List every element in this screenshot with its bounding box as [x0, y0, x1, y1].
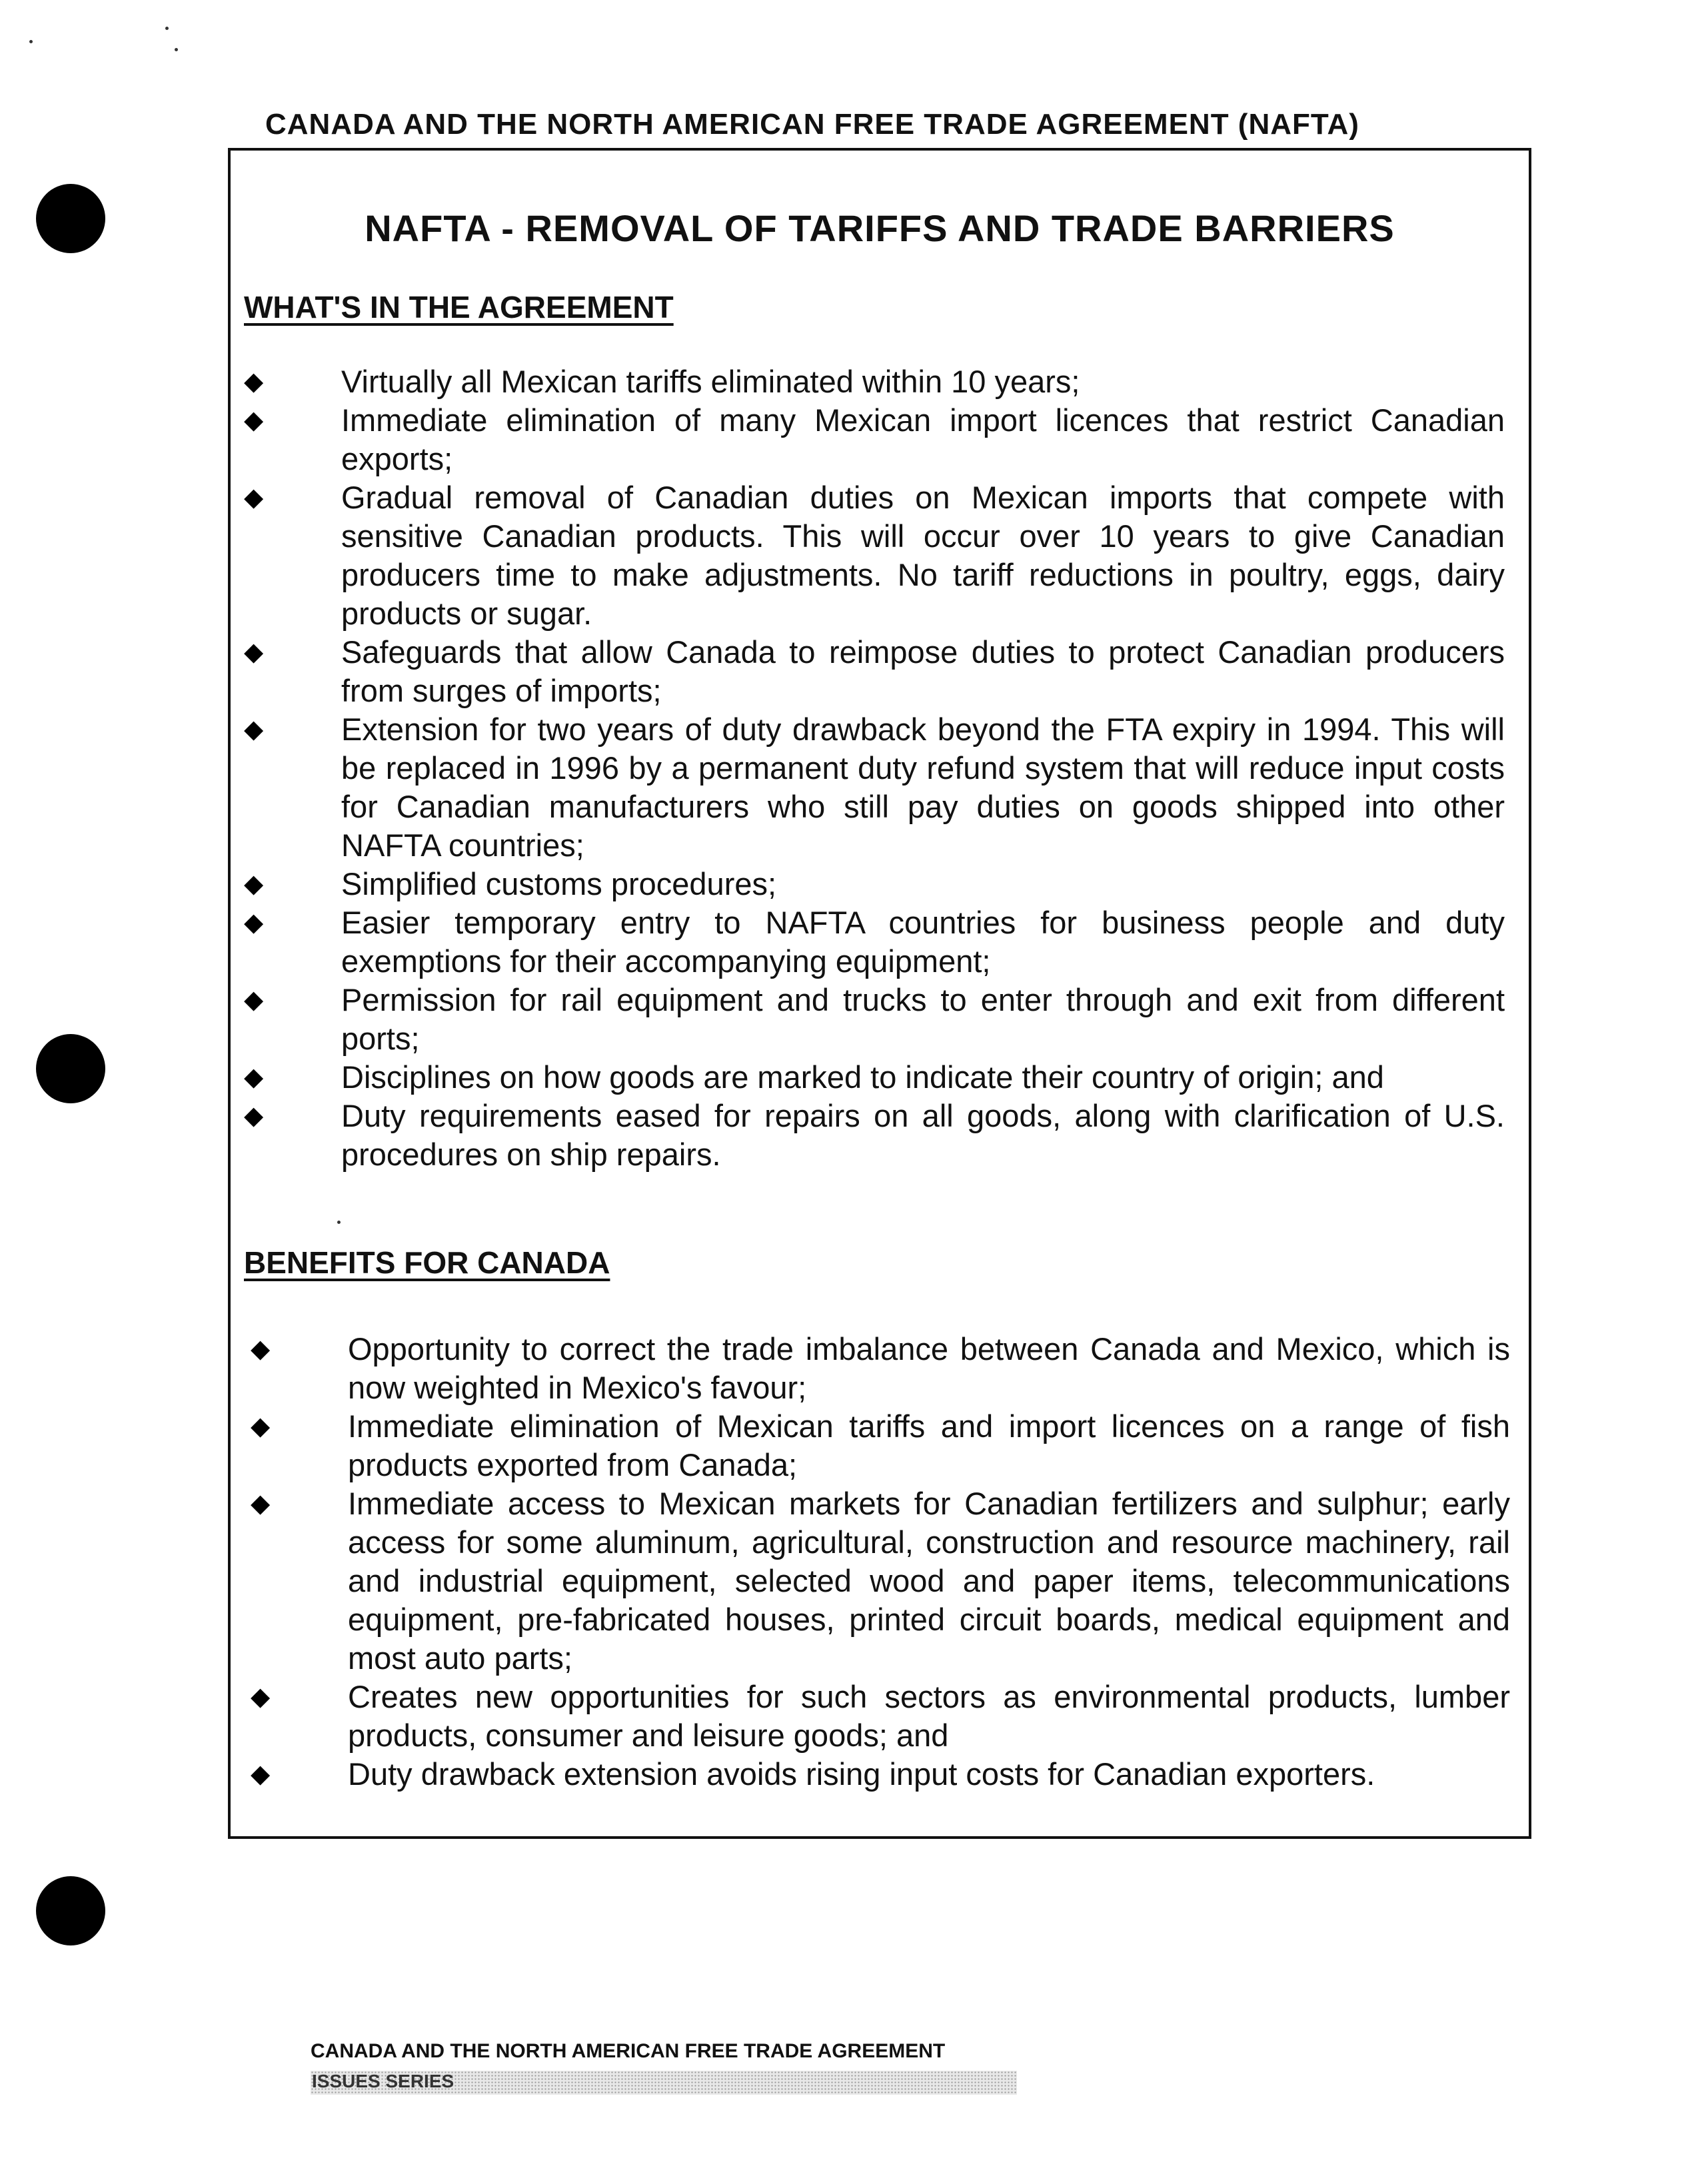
agreement-list [231, 362, 1529, 1174]
list-item-text: Duty requirements eased for repairs on all goods, along with clarification of U.S. procedures on ship repairs. [341, 1098, 1505, 1172]
diamond-bullet-icon: ◆ [251, 1490, 271, 1518]
list-item-text: Gradual removal of Canadian duties on Mexican imports that compete with sensitive Canadian products. This will occur over 10 years to give Canadian producers time to make adjustments. No tariff reductions in poultry, eggs, dairy products or sugar. [341, 480, 1505, 631]
list-item [231, 1330, 1529, 1407]
diamond-bullet-icon: ◆ [244, 1063, 264, 1091]
footer-series-label: ISSUES SERIES [312, 2071, 454, 2091]
list-item-text: Immediate elimination of Mexican tariffs and import licences on a range of fish products exported from Canada; [348, 1408, 1510, 1482]
diamond-bullet-icon: ◆ [251, 1335, 271, 1363]
list-item-text: Safeguards that allow Canada to reimpose duties to protect Canadian producers from surges of imports; [341, 634, 1505, 708]
diamond-bullet-icon: ◆ [244, 870, 264, 898]
diamond-bullet-icon: ◆ [251, 1683, 271, 1711]
diamond-bullet-icon: ◆ [244, 638, 264, 666]
list-item [231, 401, 1529, 478]
list-item-text: Permission for rail equipment and trucks to enter through and exit from different ports; [341, 982, 1505, 1056]
footer-title: CANADA AND THE NORTH AMERICAN FREE TRADE AGREEMENT [311, 2040, 946, 2062]
punch-hole-icon [36, 184, 105, 253]
list-item-text: Creates new opportunities for such sectors as environmental products, lumber products, consumer and leisure goods; and [348, 1679, 1510, 1753]
list-item [231, 362, 1529, 401]
list-item [231, 1484, 1529, 1678]
list-item [231, 710, 1529, 865]
punch-hole-icon [36, 1034, 105, 1103]
footer-series-band [311, 2071, 1017, 2095]
list-item [231, 1755, 1529, 1794]
diamond-bullet-icon: ◆ [244, 986, 264, 1014]
scan-speck [29, 40, 33, 43]
list-item-text: Virtually all Mexican tariffs eliminated within 10 years; [341, 364, 1080, 399]
diamond-bullet-icon: ◆ [244, 484, 264, 512]
list-item [231, 478, 1529, 633]
list-item-text: Immediate access to Mexican markets for Canadian fertilizers and sulphur; early access for some aluminum, agricultural, construction and resource machinery, rail and industrial equipment, selected wood and paper items, telecommunications equipment, pre-fabricated houses, printed circuit boards, medical equipment and most auto parts; [348, 1486, 1510, 1676]
diamond-bullet-icon: ◆ [244, 406, 264, 434]
list-item [231, 1407, 1529, 1484]
punch-hole-icon [36, 1876, 105, 1945]
diamond-bullet-icon: ◆ [244, 1102, 264, 1130]
list-item [231, 633, 1529, 710]
scan-speck [165, 27, 169, 30]
list-item [231, 903, 1529, 981]
list-item-text: Duty drawback extension avoids rising input costs for Canadian exporters. [348, 1756, 1375, 1792]
section-heading-benefits: BENEFITS FOR CANADA [244, 1245, 610, 1280]
list-item-text: Easier temporary entry to NAFTA countries for business people and duty exemptions for their accompanying equipment; [341, 905, 1505, 979]
list-item [231, 981, 1529, 1058]
scan-speck [175, 48, 178, 51]
list-item-text: Simplified customs procedures; [341, 866, 777, 901]
box-title: NAFTA - REMOVAL OF TARIFFS AND TRADE BARRIERS [365, 207, 1395, 249]
benefits-list [231, 1330, 1529, 1794]
diamond-bullet-icon: ◆ [244, 909, 264, 937]
list-item [231, 1678, 1529, 1755]
document-header: CANADA AND THE NORTH AMERICAN FREE TRADE AGREEMENT (NAFTA) [265, 108, 1359, 141]
content-box [228, 148, 1531, 1839]
list-item-text: Opportunity to correct the trade imbalance between Canada and Mexico, which is now weighted in Mexico's favour; [348, 1331, 1510, 1405]
list-item [231, 1097, 1529, 1174]
list-item [231, 865, 1529, 903]
diamond-bullet-icon: ◆ [251, 1412, 271, 1440]
list-item-text: Disciplines on how goods are marked to indicate their country of origin; and [341, 1059, 1384, 1095]
diamond-bullet-icon: ◆ [244, 716, 264, 744]
diamond-bullet-icon: ◆ [244, 368, 264, 396]
list-item-text: Immediate elimination of many Mexican import licences that restrict Canadian exports; [341, 402, 1505, 476]
diamond-bullet-icon: ◆ [251, 1760, 271, 1788]
section-heading-agreement: WHAT'S IN THE AGREEMENT [244, 290, 674, 324]
list-item [231, 1058, 1529, 1097]
list-item-text: Extension for two years of duty drawback beyond the FTA expiry in 1994. This will be replaced in 1996 by a permanent duty refund system that will reduce input costs for Canadian manufacturers who still pay duties on goods shipped into other NAFTA countries; [341, 712, 1505, 863]
